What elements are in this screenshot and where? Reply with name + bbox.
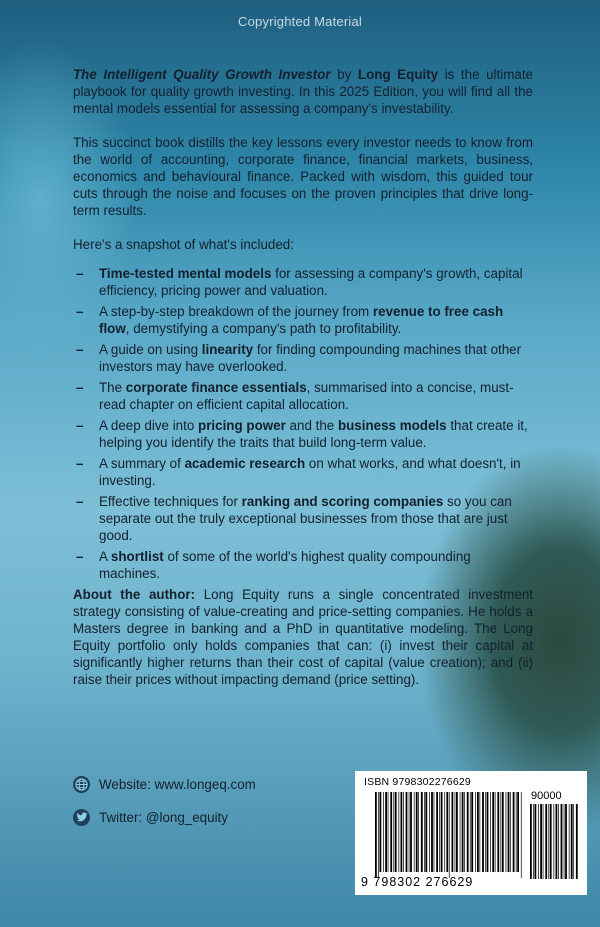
barcode-bar: [497, 792, 499, 872]
barcode-bar: [416, 792, 418, 872]
barcode-bar: [545, 804, 547, 879]
barcode-bar: [410, 792, 412, 872]
list-item: – A summary of academic research on what works, and what doesn't, in investing.: [76, 456, 521, 488]
barcode-bar: [388, 792, 389, 872]
barcode-bar: [393, 792, 394, 872]
barcode-bar: [490, 792, 491, 872]
dash-bullet: –: [76, 494, 84, 509]
barcode-bar: [462, 792, 464, 872]
barcode-bar: [475, 792, 476, 872]
barcode-bar: [406, 792, 408, 872]
barcode-bar: [480, 792, 481, 872]
snapshot-heading: Here's a snapshot of what's included:: [73, 237, 294, 252]
barcode-bar: [576, 804, 578, 879]
barcode-bar: [502, 792, 504, 872]
barcode-bar: [543, 804, 544, 879]
barcode-bar: [495, 792, 496, 872]
barcode-bar: [446, 792, 448, 872]
barcode-bar: [436, 792, 438, 872]
barcode-bar: [492, 792, 494, 872]
barcode-bar: [375, 792, 377, 878]
barcode-bar: [444, 792, 445, 872]
list-item: – A guide on using linearity for finding compounding machines that other investors may have overlooked.: [76, 342, 522, 374]
barcode-bar: [517, 792, 519, 872]
dash-bullet: –: [76, 380, 84, 395]
barcode-bar: [535, 804, 537, 879]
globe-icon: [73, 776, 90, 793]
dash-bullet: –: [76, 266, 84, 281]
list-item: – A deep dive into pricing power and the business models that create it, helping you identify the traits that build long-term value.: [76, 418, 528, 450]
barcode-bar: [455, 792, 456, 872]
barcode-bar: [439, 792, 440, 872]
barcode-bar: [510, 792, 511, 872]
barcode-bar: [487, 792, 489, 872]
list-item: – A step-by-step breakdown of the journey from revenue to free cash flow, demystifying a company's path to profitability.: [76, 304, 504, 336]
list-item: – A shortlist of some of the world's highest quality compounding machines.: [76, 549, 471, 581]
dash-bullet: –: [76, 418, 84, 433]
intro-rest: is the ultimate playbook for quality growth investing. In this 2025 Edition, you will find all the mental models essential for assessing a company's investability.: [73, 67, 533, 116]
barcode-bar: [399, 792, 400, 872]
list-item: – Effective techniques for ranking and scoring companies so you can separate out the truly exceptional businesses from those that are just good.: [76, 494, 512, 543]
barcode-bar: [558, 804, 559, 879]
barcode-bar: [482, 792, 484, 872]
barcode-bar: [540, 804, 542, 879]
copyright-watermark: Copyrighted Material: [238, 14, 362, 29]
summary-paragraph: This succinct book distills the key lessons every investor needs to know from the world of accounting, corporate finance, financial markets, business, economics and behavioural finance. Packed with wisdom, this guided tour cuts through the noise and focuses on the proven principles that drive long-term results.: [73, 135, 533, 218]
barcode-bar: [477, 792, 479, 872]
about-label: About the author:: [73, 587, 196, 602]
dash-bullet: –: [76, 304, 84, 319]
barcode-bar: [418, 792, 419, 872]
back-cover-text: [73, 66, 533, 705]
barcode-bar: [516, 792, 517, 872]
isbn-barcode: [355, 771, 587, 895]
barcode-bar: [485, 792, 486, 872]
list-item: – Time-tested mental models for assessing a company's growth, capital efficiency, pricing power and valuation.: [76, 266, 523, 298]
barcode-bar: [378, 792, 379, 878]
author-name: Long Equity: [357, 67, 439, 82]
barcode-bar: [449, 792, 450, 878]
barcode-bar: [506, 792, 507, 872]
barcode-digits: 9 798302 276629: [361, 875, 474, 889]
barcode-bar: [521, 792, 522, 878]
isbn-label: ISBN 9798302276629: [364, 776, 471, 788]
dash-bullet: –: [76, 456, 84, 471]
twitter-text: Twitter: @long_equity: [99, 809, 228, 825]
barcode-bar: [556, 804, 558, 879]
barcode-bar: [424, 792, 425, 872]
list-item: – The corporate finance essentials, summarised into a concise, must-read chapter on efficient capital allocation.: [76, 380, 514, 412]
barcode-bar: [429, 792, 430, 872]
barcode-bar: [409, 792, 410, 872]
barcode-bar: [538, 804, 539, 879]
barcode-bar: [470, 792, 471, 872]
book-title: The Intelligent Quality Growth Investor: [73, 67, 331, 82]
website-link[interactable]: [73, 774, 256, 794]
barcode-bar: [533, 804, 534, 879]
dash-bullet: –: [76, 342, 84, 357]
barcode-main-bars: [375, 792, 523, 878]
barcode-bar: [464, 792, 465, 872]
barcode-bar: [548, 804, 549, 879]
contact-block: [73, 774, 256, 840]
website-text: Website: www.longeq.com: [99, 776, 256, 792]
barcode-bar: [467, 792, 469, 872]
contents-list: [71, 265, 533, 582]
intro-paragraph: [73, 66, 533, 117]
barcode-bar: [564, 804, 565, 879]
barcode-bar: [421, 792, 423, 872]
price-code: 90000: [531, 790, 562, 802]
barcode-bar: [380, 792, 382, 872]
twitter-bird-icon: [73, 809, 90, 826]
barcode-bar: [513, 792, 515, 872]
barcode-bar: [508, 792, 510, 872]
barcode-bar: [385, 792, 387, 872]
dash-bullet: –: [76, 549, 84, 564]
about-text: Long Equity runs a single concentrated investment strategy consisting of value-creating and price-setting companies. He holds a Masters degree in banking and a PhD in quantitative modeling. The Long Equity portfolio only holds companies that can: (i) invest their capital at significantly higher returns than their cost of capital (value creation); and (ii) raise their prices without impacting demand (price setting).: [73, 587, 534, 687]
barcode-bar: [571, 804, 573, 879]
barcode-bar: [434, 792, 435, 872]
barcode-bar: [550, 804, 552, 879]
barcode-bar: [431, 792, 433, 872]
barcode-bar: [471, 792, 473, 872]
barcode-bar: [565, 804, 567, 879]
barcode-bar: [456, 792, 458, 872]
barcode-addon-bars: [530, 804, 580, 879]
barcode-bar: [530, 804, 532, 879]
barcode-bar: [460, 792, 461, 872]
barcode-bar: [401, 792, 403, 872]
intro-by: by: [330, 67, 358, 82]
barcode-bar: [452, 792, 454, 872]
about-author-paragraph: [73, 586, 533, 688]
barcode-bar: [383, 792, 384, 872]
barcode-bar: [403, 792, 404, 872]
barcode-bar: [441, 792, 443, 872]
barcode-bar: [390, 792, 392, 872]
barcode-bar: [501, 792, 502, 872]
barcode-bar: [414, 792, 415, 872]
barcode-bar: [395, 792, 397, 872]
barcode-bar: [569, 804, 570, 879]
barcode-bar: [561, 804, 563, 879]
barcode-bar: [573, 804, 574, 879]
barcode-bar: [425, 792, 427, 872]
twitter-link[interactable]: [73, 807, 256, 827]
barcode-bar: [554, 804, 555, 879]
